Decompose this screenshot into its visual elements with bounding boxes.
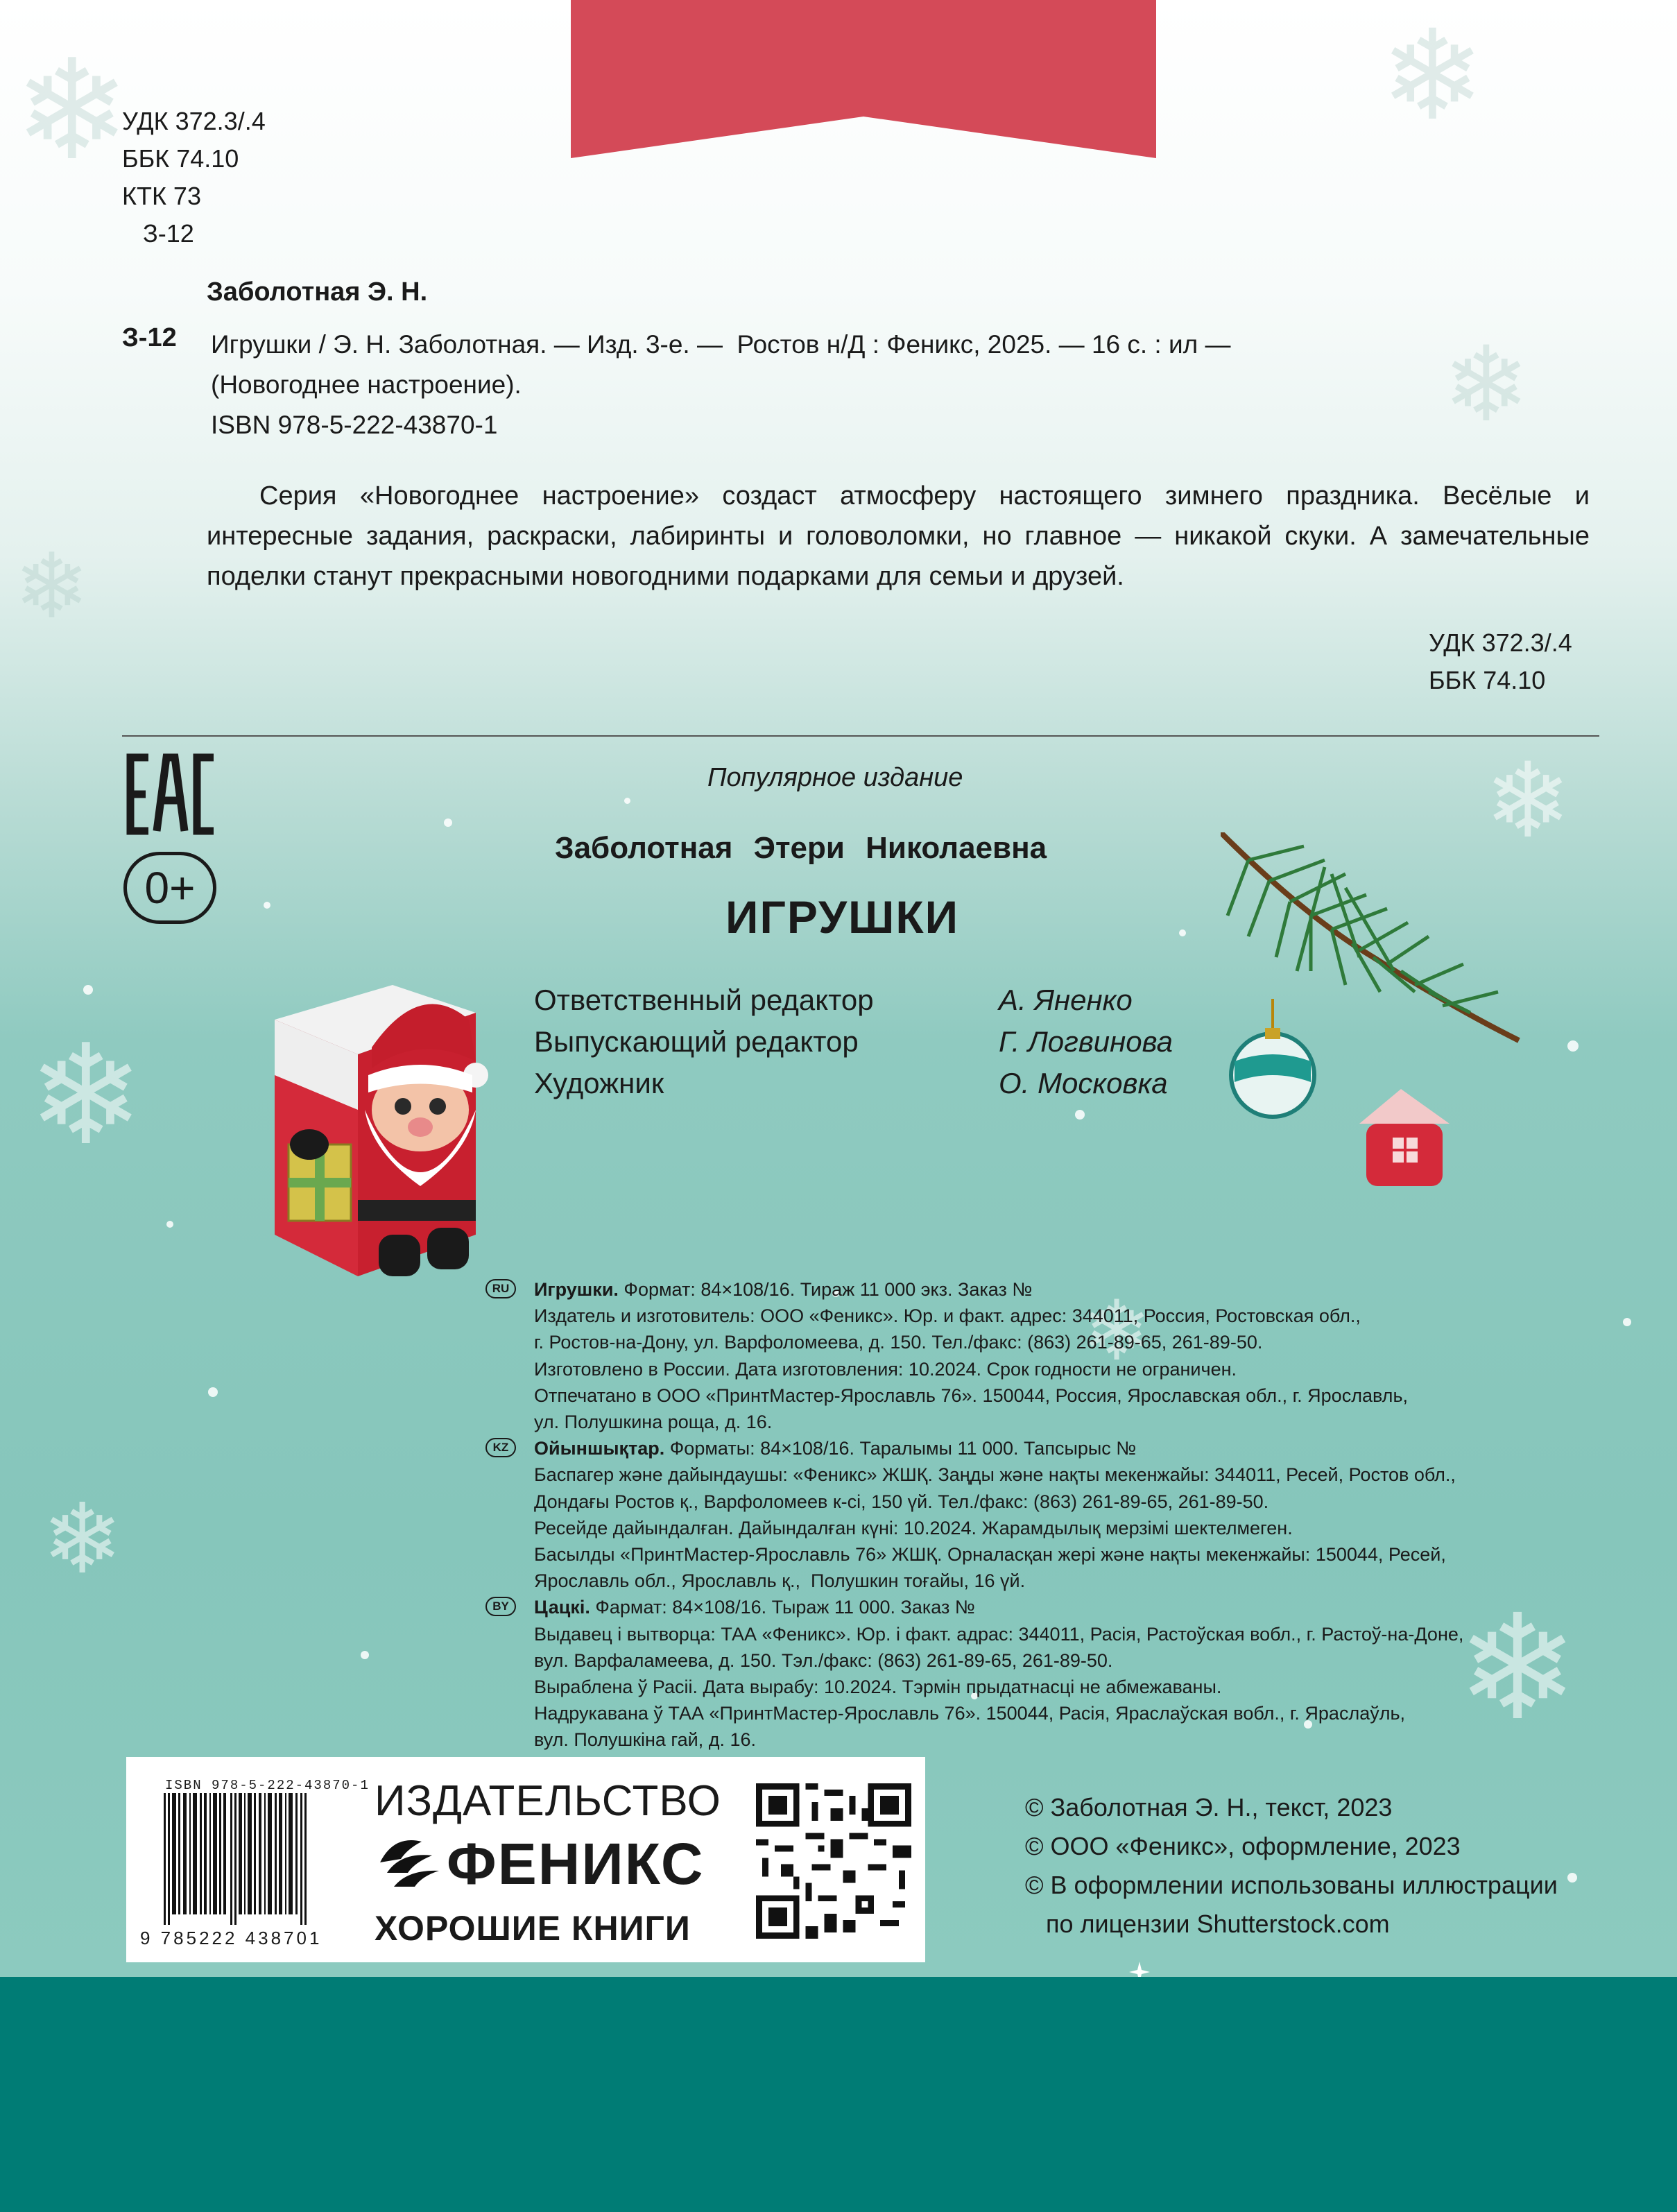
barcode-icon <box>164 1793 307 1925</box>
fir-branch-illustration <box>1221 832 1526 1207</box>
edition-type: Популярное издание <box>707 763 963 792</box>
imprint-line: Дондағы Ростов қ., Варфоломеев к-сі, 150 үй. Тел./факс: (863) 261-89-65, 261-89-50. <box>534 1491 1269 1512</box>
divider <box>122 735 1599 737</box>
credit-role: Выпускающий редактор <box>534 1025 859 1058</box>
age-rating-badge: 0+ <box>123 852 216 924</box>
imprint-format: Формат: 84×108/16. Тираж 11 000 экз. Заказ № <box>618 1279 1033 1300</box>
credit-role: Ответственный редактор <box>534 984 874 1016</box>
imprint-line: г. Ростов-на-Дону, ул. Варфоломеева, д. 150. Тел./факс: (863) 261-89-65, 261-89-50. <box>534 1332 1263 1353</box>
bbk-code-right: ББК 74.10 <box>1429 666 1546 694</box>
imprint-line: ул. Полушкина роща, д. 16. <box>534 1412 773 1433</box>
copyright-notice <box>1025 1788 1558 1944</box>
imprint-first-line <box>534 1435 1595 1461</box>
author-mark-left: З-12 <box>122 323 177 352</box>
imprint-format: Фармат: 84×108/16. Тыраж 11 000. Заказ № <box>590 1597 975 1618</box>
credit-name: О. Московка <box>999 1067 1168 1099</box>
eac-mark <box>125 752 218 837</box>
imprint-line: вул. Полушкіна гай, д. 16. <box>534 1729 757 1751</box>
imprint-line: Баспагер және дайындаушы: «Феникс» ЖШҚ. Заңды және нақты мекенжайы: 344011, Ресей, Ростов обл., <box>534 1464 1456 1486</box>
imprint-ru <box>485 1276 1595 1435</box>
imprint-line: Отпечатано в ООО «ПринтМастер-Ярославль 76». 150044, Россия, Ярославская обл., г. Ярославль, <box>534 1384 1409 1406</box>
copyright-line: © Заболотная Э. Н., текст, 2023 <box>1025 1793 1393 1821</box>
book-title: ИГРУШКИ <box>725 891 960 943</box>
imprint-first-line <box>534 1594 1595 1620</box>
credit-name: Г. Логвинова <box>999 1025 1173 1058</box>
imprint-kz <box>485 1435 1595 1594</box>
ru-country-badge: RU <box>485 1279 516 1298</box>
classification-codes <box>122 103 266 252</box>
copyright-line: © В оформлении использованы иллюстрации <box>1025 1871 1558 1899</box>
kz-country-badge: KZ <box>485 1438 516 1457</box>
barcode-digits: 9 785222 438701 <box>140 1928 322 1948</box>
copyright-line: по лицензии Shutterstock.com <box>1025 1910 1390 1938</box>
imprint-by <box>485 1594 1595 1753</box>
bibliographic-record <box>211 325 1376 445</box>
imprint-line: Выдавец і вытворца: ТАА «Феникс». Юр. і факт. адрас: 344011, Расія, Растоўская вобл., г. Растоў-на-Доне, <box>534 1623 1464 1645</box>
author-mark: З-12 <box>122 219 194 248</box>
phoenix-logo-icon <box>373 1835 442 1890</box>
imprint-line: Изготовлено в России. Дата изготовления: 10.2024. Срок годности не ограничен. <box>534 1358 1237 1380</box>
barcode-isbn: ISBN 978-5-222-43870-1 <box>165 1778 370 1793</box>
footer-band <box>0 1977 1677 2212</box>
imprint-first-line <box>534 1276 1595 1303</box>
copyright-line: © ООО «Феникс», оформление, 2023 <box>1025 1832 1461 1860</box>
imprint-line: Издатель и изготовитель: ООО «Феникс». Юр. и факт. адрес: 344011, Россия, Ростовская обл., <box>534 1305 1361 1327</box>
publisher-slogan: ХОРОШИЕ КНИГИ <box>375 1909 691 1948</box>
udk-code-right: УДК 372.3/.4 <box>1429 628 1572 657</box>
abstract: Серия «Новогоднее настроение» создаст атмосферу настоящего зимнего праздника. Весёлые и интересные задания, раскраски, лабиринты и головоломки, но главное — никакой скуки. А замечательные поделки станут прекрасными новогодними подарками для семьи и друзей. <box>207 481 1590 591</box>
imprint-title: Ойыншықтар. <box>534 1438 665 1459</box>
bib-line-2: (Новогоднее настроение). <box>211 370 522 399</box>
barcode-panel <box>126 1757 925 1962</box>
imprint-line: Ярославль обл., Ярославль қ., Полушкин тоғайы, 16 үй. <box>534 1570 1026 1592</box>
imprint-title: Игрушки. <box>534 1279 619 1300</box>
credit-row <box>534 979 1200 1021</box>
credits-list <box>534 979 1200 1104</box>
imprint-line: Надрукавана ў ТАА «ПринтМастер-Ярославль 76». 150044, Расія, Яраслаўская вобл., г. Яраслаўль, <box>534 1703 1406 1724</box>
publisher-name: ФЕНИКС <box>447 1831 705 1896</box>
classification-codes-right <box>1429 624 1572 699</box>
santa-box-illustration <box>247 971 504 1283</box>
credit-row <box>534 1021 1200 1063</box>
udk-code: УДК 372.3/.4 <box>122 107 266 135</box>
credit-row <box>534 1063 1200 1104</box>
ktk-code: КТК 73 <box>122 182 201 210</box>
eac-mark-text: EAC <box>125 752 127 753</box>
imprint-format: Форматы: 84×108/16. Таралымы 11 000. Тапсырыс № <box>664 1438 1137 1459</box>
by-country-badge: BY <box>485 1597 516 1616</box>
credit-role: Художник <box>534 1067 664 1099</box>
bbk-code: ББК 74.10 <box>122 144 239 173</box>
imprint-info <box>485 1276 1595 1754</box>
top-ribbon <box>571 0 1156 158</box>
imprint-title: Цацкі. <box>534 1597 590 1618</box>
imprint-line: Выраблена ў Расіі. Дата вырабу: 10.2024. Тэрмін прыдатнасці не абмежаваны. <box>534 1677 1222 1698</box>
imprint-line: вул. Варфаламеева, д. 150. Тэл./факс: (863) 261-89-65, 261-89-50. <box>534 1649 1113 1671</box>
author-full-name: Заболотная Этери Николаевна <box>555 831 1047 865</box>
imprint-line: Ресейде дайындалған. Дайындалған күні: 10.2024. Жарамдылық мерзімі шектелмеген. <box>534 1517 1293 1538</box>
bib-isbn: ISBN 978-5-222-43870-1 <box>211 411 498 439</box>
imprint-line: Басылды «ПринтМастер-Ярославль 76» ЖШҚ. Орналасқан жері және нақты мекенжайы: 150044, Ресей, <box>534 1544 1446 1566</box>
qr-code-icon <box>756 1783 911 1939</box>
author-heading: Заболотная Э. Н. <box>207 277 428 307</box>
bib-line-1: Игрушки / Э. Н. Заболотная. — Изд. 3-е. — Ростов н/Д : Феникс, 2025. — 16 с. : ил — <box>211 330 1231 359</box>
credit-name: А. Яненко <box>999 984 1133 1016</box>
publisher-label: ИЗДАТЕЛЬСТВО <box>375 1777 721 1825</box>
